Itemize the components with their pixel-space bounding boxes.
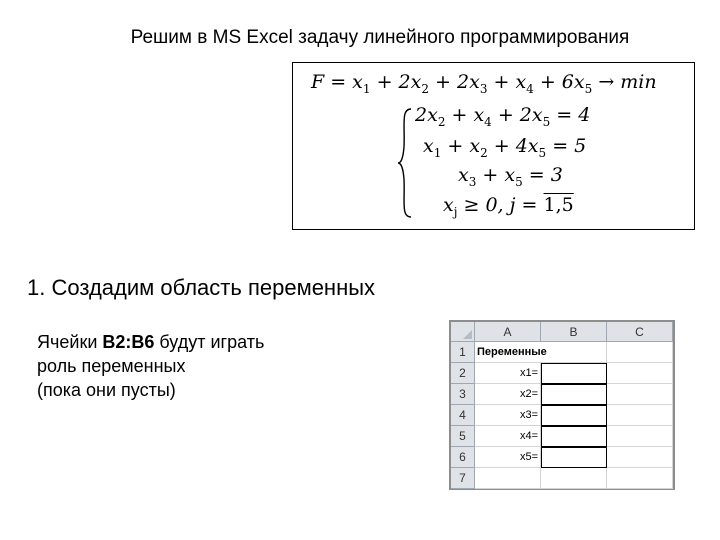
slide-title: Решим в MS Excel задачу линейного программирования [130,27,630,48]
cell-b1[interactable] [541,342,607,363]
row-header-1[interactable]: 1 [451,342,475,363]
cell-a5[interactable]: x4= [475,426,541,447]
row-header-6[interactable]: 6 [451,447,475,468]
cells-ref: B2:B6 [102,332,155,352]
cell-c6[interactable] [607,447,673,468]
cell-a7[interactable] [475,468,541,489]
constraint-2: $x_1 + x_2 + 4x_5 = 5$ [423,135,587,160]
description-prefix: Ячейки [37,332,103,352]
cell-c7[interactable] [607,468,673,489]
cell-a4[interactable]: x3= [475,405,541,426]
formula-box [292,62,695,230]
description-line-2: роль переменных [37,356,186,376]
cell-c1[interactable] [607,342,673,363]
select-all-icon [463,330,472,339]
variable-cell-b2[interactable] [541,363,607,384]
variable-cell-b5[interactable] [541,426,607,447]
row-header-3[interactable]: 3 [451,384,475,405]
system-brace [397,107,413,219]
section-heading: 1. Создадим область переменных [27,275,376,300]
cell-a3[interactable]: x2= [475,384,541,405]
objective-function: $F = x_1 + 2x_2 + 2x_3 + x_4 + 6x_5 \to \min$ [311,71,657,96]
description-line-1 [37,330,264,354]
cell-c5[interactable] [607,426,673,447]
constraint-nonnegativity: $x_j \ge 0$, j = 1,5 [443,194,574,219]
constraint-1: $2x_2 + x_4 + 2x_5 = 4$ [415,104,591,129]
cell-a6[interactable]: x5= [475,447,541,468]
cell-a1[interactable]: Переменные [475,342,541,363]
cell-c3[interactable] [607,384,673,405]
select-all-corner[interactable] [451,322,475,342]
row-header-5[interactable]: 5 [451,426,475,447]
row-header-4[interactable]: 4 [451,405,475,426]
variable-cell-b6[interactable] [541,447,607,468]
constraint-3: $x_3 + x_5 = 3$ [458,164,563,189]
variable-cell-b3[interactable] [541,384,607,405]
variable-cell-b4[interactable] [541,405,607,426]
row-header-2[interactable]: 2 [451,363,475,384]
description [37,330,264,402]
description-suffix: будут играть [154,332,265,352]
cell-c4[interactable] [607,405,673,426]
column-header-b[interactable]: B [541,322,607,342]
column-header-c[interactable]: C [607,322,673,342]
cell-c2[interactable] [607,363,673,384]
cell-a2[interactable]: x1= [475,363,541,384]
spreadsheet [449,320,675,490]
description-line-3: (пока они пусты) [37,380,176,400]
row-header-7[interactable]: 7 [451,468,475,489]
cell-b7[interactable] [541,468,607,489]
column-header-a[interactable]: A [475,322,541,342]
